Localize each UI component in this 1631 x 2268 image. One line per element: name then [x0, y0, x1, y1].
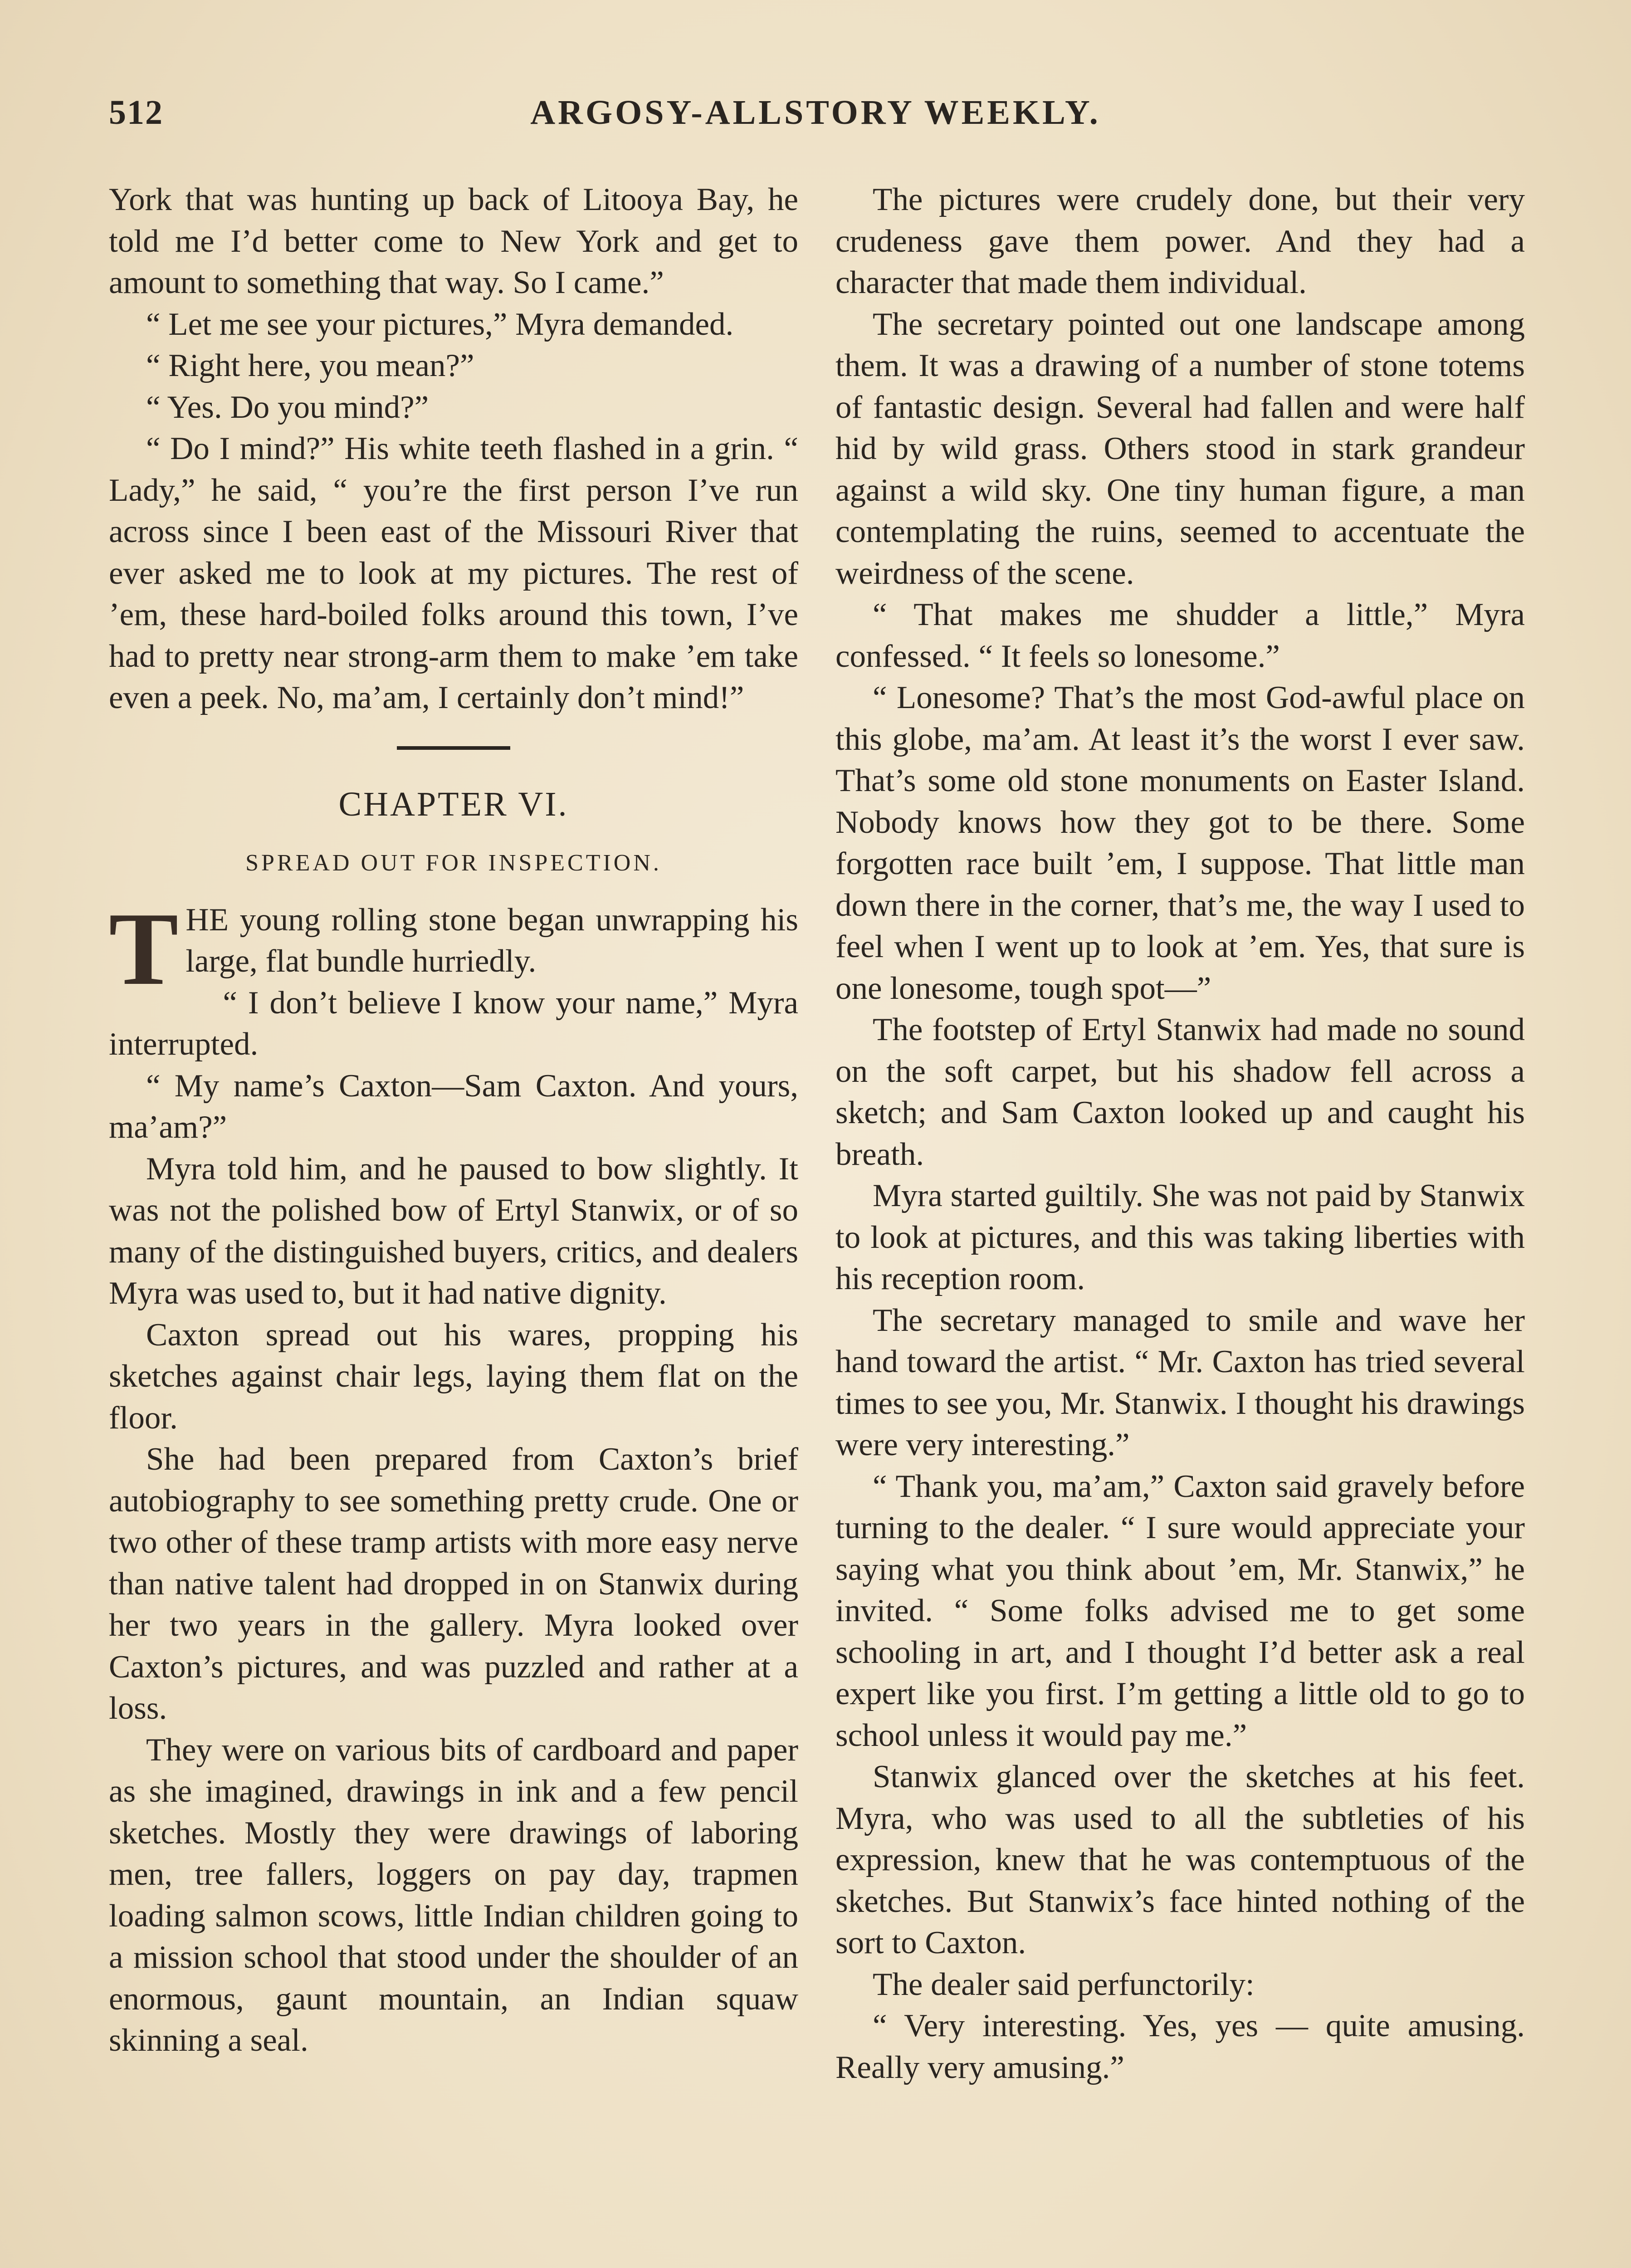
right-column	[835, 179, 1525, 2088]
chapter-subtitle: SPREAD OUT FOR INSPECTION.	[245, 850, 662, 876]
paragraph: York that was hunting up back of Litooya Bay, he told me I’d better come to New York and get to amount to something that way. So I came.”	[109, 182, 798, 300]
page-number: 512	[109, 93, 163, 132]
page-header	[109, 93, 1522, 143]
paragraph: “ I don’t believe I know your name,” Myra interrupted.	[109, 985, 798, 1062]
left-column	[109, 179, 798, 2062]
paragraph: “ Yes. Do you mind?”	[146, 389, 429, 425]
paragraph: Stanwix glanced over the sketches at his feet. Myra, who was used to all the subtleties of his expression, knew that he was contemptuous of the sketches. But Stanwix’s face hinted nothing of the sort to Caxton.	[835, 1759, 1525, 1960]
paragraph: “ Very interesting. Yes, yes — quite amusing. Really very amusing.”	[835, 2008, 1525, 2085]
paragraph: Caxton spread out his wares, propping his sketches against chair legs, laying them flat on the floor.	[109, 1317, 798, 1436]
section-divider	[397, 746, 510, 750]
paragraph: The footstep of Ertyl Stanwix had made no sound on the soft carpet, but his shadow fell across a sketch; and Sam Caxton looked up and caught his breath.	[835, 1012, 1525, 1172]
paragraph: “ Right here, you mean?”	[146, 348, 474, 383]
paragraph	[109, 890, 798, 1007]
paragraph: Myra started guiltily. She was not paid by Stanwix to look at pictures, and this was taking liberties with his reception room.	[835, 1178, 1525, 1296]
paragraph: They were on various bits of cardboard and paper as she imagined, drawings in ink and a few pencil sketches. Mostly they were drawings of laboring men, tree fallers, loggers on pay day, trapmen loading salmon scows, little Indian children going to a mission school that stood under the shoulder of an enormous, gaunt mountain, an Indian squaw skinning a seal.	[109, 1732, 798, 2058]
drop-cap: T	[109, 890, 179, 1007]
paragraph: “ My name’s Caxton—Sam Caxton. And yours, ma’am?”	[109, 1068, 798, 1145]
paragraph-text: HE young rolling stone began unwrapping his large, flat bundle hurriedly.	[186, 902, 798, 979]
paragraph: “ Let me see your pictures,” Myra demanded.	[146, 306, 734, 342]
paragraph: “ Do I mind?” His white teeth flashed in a grin. “ Lady,” he said, “ you’re the first person I’ve run across since I been east of the Missouri River that ever asked me to look at my pictures. The rest of ’em, these hard-boiled folks around this town, I’ve had to pretty near strong-arm them to make ’em take even a peek. No, ma’am, I certainly don’t mind!”	[109, 431, 798, 715]
paragraph: The pictures were crudely done, but their very crudeness gave them power. And they had a character that made them individual.	[835, 182, 1525, 300]
chapter-title: CHAPTER VI.	[338, 785, 569, 823]
paragraph: The secretary managed to smile and wave her hand toward the artist. “ Mr. Caxton has tried several times to see you, Mr. Stanwix. I thought his drawings were very interesting.”	[835, 1302, 1525, 1462]
paragraph: The secretary pointed out one landscape among them. It was a drawing of a number of stone totems of fantastic design. Several had fallen and were half hid by wild grass. Others stood in stark grandeur against a wild sky. One tiny human figure, a man contemplating the ruins, seemed to accentuate the weirdness of the scene.	[835, 306, 1525, 591]
paragraph: “ Lonesome? That’s the most God-awful place on this globe, ma’am. At least it’s the worst I ever saw. That’s some old stone monuments on Easter Island. Nobody knows how they got to be there. Some forgotten race built ’em, I suppose. That little man down there in the corner, that’s me, the way I used to feel when I went up to look at ’em. Yes, that sure is one lonesome, tough spot—”	[835, 680, 1525, 1006]
paragraph: She had been prepared from Caxton’s brief autobiography to see something pretty crude. One or two other of these tramp artists with more easy nerve than native talent had dropped in on Stanwix during her two years in the gallery. Myra looked over Caxton’s pictures, and was puzzled and rather at a loss.	[109, 1442, 798, 1726]
running-head: ARGOSY-ALLSTORY WEEKLY.	[530, 93, 1101, 132]
paragraph: Myra told him, and he paused to bow slightly. It was not the polished bow of Ertyl Stanwix, or of so many of the distinguished buyers, critics, and dealers Myra was used to, but it had native dignity.	[109, 1151, 798, 1311]
paragraph: “ Thank you, ma’am,” Caxton said gravely before turning to the dealer. “ I sure would appreciate your saying what you think about ’em, Mr. Stanwix,” he invited. “ Some folks advised me to get some schooling in art, and I thought I’d better ask a real expert like you first. I’m getting a little old to go to school unless it would pay me.”	[835, 1468, 1525, 1753]
paragraph: “ That makes me shudder a little,” Myra confessed. “ It feels so lonesome.”	[835, 597, 1525, 674]
paragraph: The dealer said perfunctorily:	[873, 1966, 1255, 2002]
